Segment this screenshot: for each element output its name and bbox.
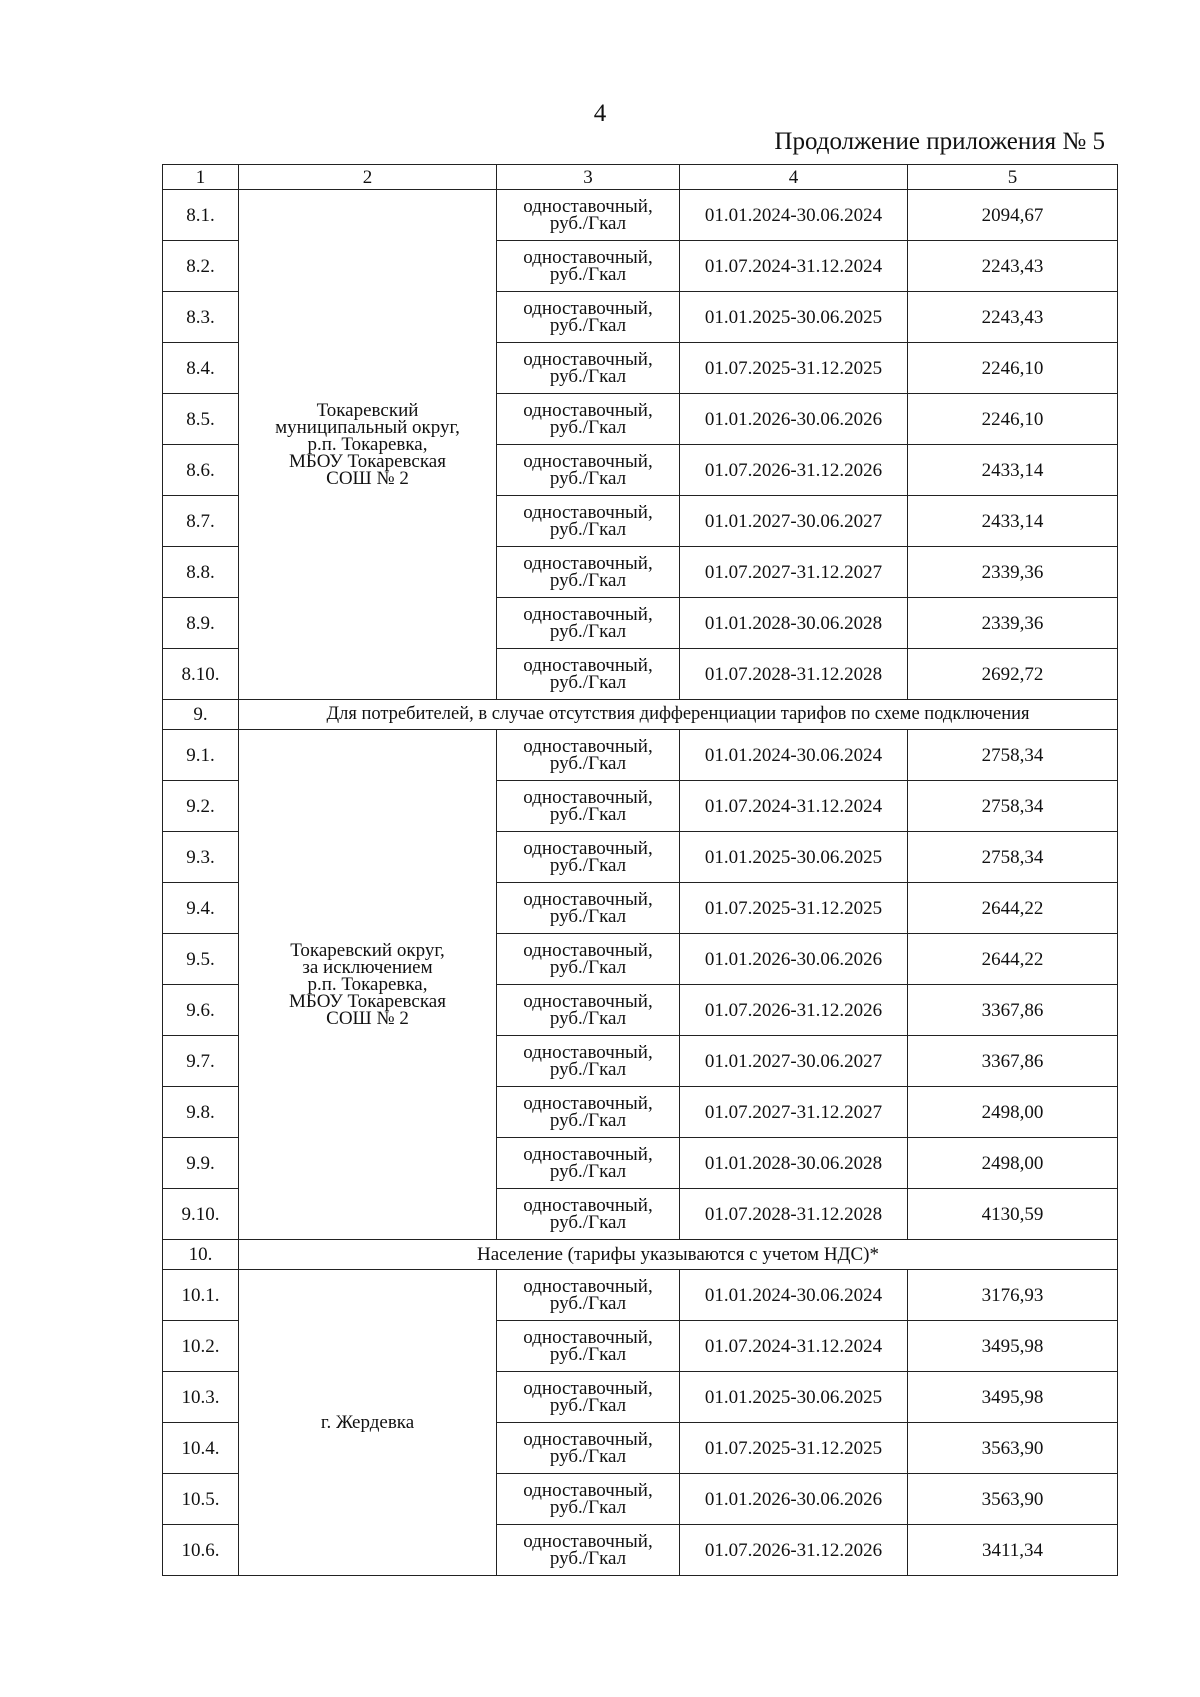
- tariff-value: 2758,34: [908, 730, 1118, 781]
- row-number: 9.1.: [163, 730, 239, 781]
- row-number: 8.10.: [163, 649, 239, 700]
- tariff-value: 2758,34: [908, 781, 1118, 832]
- tariff-type-line: руб./Гкал: [549, 672, 627, 693]
- tariff-period: 01.07.2024-31.12.2024: [680, 1321, 908, 1372]
- table-row: [163, 1270, 1118, 1321]
- tariff-type-line: руб./Гкал: [549, 264, 627, 285]
- tariff-value: 2339,36: [908, 598, 1118, 649]
- row-number: 10.5.: [163, 1474, 239, 1525]
- tariff-type: [497, 934, 680, 985]
- tariff-type-line: руб./Гкал: [549, 213, 627, 234]
- tariff-type: [497, 343, 680, 394]
- row-number: 9.10.: [163, 1189, 239, 1240]
- tariff-value: 4130,59: [908, 1189, 1118, 1240]
- tariff-period: 01.01.2024-30.06.2024: [680, 1270, 908, 1321]
- tariff-value: 3563,90: [908, 1474, 1118, 1525]
- row-number: 9.4.: [163, 883, 239, 934]
- tariff-value: 2243,43: [908, 241, 1118, 292]
- tariff-period: 01.07.2024-31.12.2024: [680, 781, 908, 832]
- row-number: 9.6.: [163, 985, 239, 1036]
- tariff-type-line: руб./Гкал: [549, 753, 627, 774]
- tariff-period: 01.07.2025-31.12.2025: [680, 883, 908, 934]
- tariff-type: [497, 1423, 680, 1474]
- tariff-value: 2644,22: [908, 883, 1118, 934]
- consumer-place-line: р.п. Токаревка,: [307, 434, 428, 455]
- consumer-place-line: МБОУ Токаревская: [289, 991, 446, 1012]
- tariff-period: 01.01.2027-30.06.2027: [680, 496, 908, 547]
- header-cell-5: 5: [908, 165, 1118, 190]
- tariff-type-line: одноставочный,: [523, 1378, 653, 1399]
- tariff-type-line: руб./Гкал: [549, 1497, 627, 1518]
- row-number: 10.3.: [163, 1372, 239, 1423]
- row-number: 10.6.: [163, 1525, 239, 1576]
- row-number: 8.5.: [163, 394, 239, 445]
- tariff-period: 01.01.2026-30.06.2026: [680, 394, 908, 445]
- tariff-type-line: руб./Гкал: [549, 1161, 627, 1182]
- tariff-value: 2246,10: [908, 394, 1118, 445]
- tariff-type-line: одноставочный,: [523, 553, 653, 574]
- tariff-type-line: руб./Гкал: [549, 1446, 627, 1467]
- tariff-type-line: руб./Гкал: [549, 906, 627, 927]
- tariff-period: 01.01.2026-30.06.2026: [680, 934, 908, 985]
- tariff-type: [497, 445, 680, 496]
- tariff-type-line: одноставочный,: [523, 247, 653, 268]
- tariff-type: [497, 598, 680, 649]
- row-number: 10.2.: [163, 1321, 239, 1372]
- tariff-value: 2692,72: [908, 649, 1118, 700]
- tariff-type: [497, 730, 680, 781]
- tariff-type-line: руб./Гкал: [549, 519, 627, 540]
- tariff-type-line: одноставочный,: [523, 838, 653, 859]
- tariff-period: 01.01.2024-30.06.2024: [680, 190, 908, 241]
- tariff-type: [497, 292, 680, 343]
- section-number: 9.: [163, 700, 239, 730]
- tariff-type-line: одноставочный,: [523, 400, 653, 421]
- table-header-row: [163, 165, 1118, 190]
- consumer-place-line: СОШ № 2: [326, 468, 409, 489]
- tariff-period: 01.01.2028-30.06.2028: [680, 1138, 908, 1189]
- tariff-value: 2243,43: [908, 292, 1118, 343]
- tariff-type: [497, 832, 680, 883]
- row-number: 8.3.: [163, 292, 239, 343]
- tariff-value: 2094,67: [908, 190, 1118, 241]
- row-number: 9.3.: [163, 832, 239, 883]
- tariff-period: 01.01.2025-30.06.2025: [680, 832, 908, 883]
- tariff-period: 01.07.2025-31.12.2025: [680, 343, 908, 394]
- section-row: [163, 700, 1118, 730]
- tariff-value: 3367,86: [908, 1036, 1118, 1087]
- tariff-period: 01.01.2025-30.06.2025: [680, 1372, 908, 1423]
- row-number: 10.4.: [163, 1423, 239, 1474]
- header-cell-3: 3: [497, 165, 680, 190]
- tariff-type-line: руб./Гкал: [549, 804, 627, 825]
- tariff-value: 2498,00: [908, 1087, 1118, 1138]
- tariff-type-line: одноставочный,: [523, 736, 653, 757]
- consumer-place: [239, 730, 497, 1240]
- tariff-value: 2498,00: [908, 1138, 1118, 1189]
- tariff-type-line: одноставочный,: [523, 940, 653, 961]
- consumer-place-line: СОШ № 2: [326, 1008, 409, 1029]
- tariff-type-line: одноставочный,: [523, 1195, 653, 1216]
- row-number: 8.2.: [163, 241, 239, 292]
- header-cell-1: 1: [163, 165, 239, 190]
- tariff-value: 3563,90: [908, 1423, 1118, 1474]
- tariff-period: 01.01.2027-30.06.2027: [680, 1036, 908, 1087]
- row-number: 8.1.: [163, 190, 239, 241]
- tariff-type-line: руб./Гкал: [549, 1110, 627, 1131]
- row-number: 8.7.: [163, 496, 239, 547]
- tariff-value: 2339,36: [908, 547, 1118, 598]
- tariff-type-line: одноставочный,: [523, 1327, 653, 1348]
- tariff-type-line: одноставочный,: [523, 349, 653, 370]
- tariff-value: 3411,34: [908, 1525, 1118, 1576]
- tariff-type-line: одноставочный,: [523, 787, 653, 808]
- section-label: Население (тарифы указываются с учетом НДС)*: [239, 1240, 1118, 1270]
- tariff-type: [497, 1372, 680, 1423]
- tariff-type-line: руб./Гкал: [549, 1059, 627, 1080]
- tariff-type-line: руб./Гкал: [549, 1293, 627, 1314]
- section-row: [163, 1240, 1118, 1270]
- appendix-title: Продолжение приложения № 5: [774, 128, 1105, 155]
- tariff-type-line: одноставочный,: [523, 1276, 653, 1297]
- tariff-type-line: руб./Гкал: [549, 1008, 627, 1029]
- tariff-value: 3495,98: [908, 1321, 1118, 1372]
- row-number: 8.9.: [163, 598, 239, 649]
- tariff-period: 01.07.2026-31.12.2026: [680, 985, 908, 1036]
- tariff-type: [497, 985, 680, 1036]
- row-number: 10.1.: [163, 1270, 239, 1321]
- tariff-type-line: одноставочный,: [523, 991, 653, 1012]
- consumer-place-line: Токаревский: [316, 400, 419, 421]
- consumer-place: [239, 190, 497, 700]
- tariff-type: [497, 649, 680, 700]
- tariff-type: [497, 1270, 680, 1321]
- tariff-type-line: одноставочный,: [523, 451, 653, 472]
- consumer-place-line: Токаревский округ,: [290, 940, 445, 961]
- tariff-value: 3176,93: [908, 1270, 1118, 1321]
- row-number: 9.8.: [163, 1087, 239, 1138]
- table-row: [163, 190, 1118, 241]
- tariff-period: 01.01.2028-30.06.2028: [680, 598, 908, 649]
- tariff-type: [497, 394, 680, 445]
- tariff-type-line: руб./Гкал: [549, 366, 627, 387]
- tariff-type-line: руб./Гкал: [549, 417, 627, 438]
- tariff-value: 2433,14: [908, 445, 1118, 496]
- tariff-type: [497, 1138, 680, 1189]
- row-number: 8.4.: [163, 343, 239, 394]
- tariff-value: 2433,14: [908, 496, 1118, 547]
- tariff-type-line: одноставочный,: [523, 1144, 653, 1165]
- tariff-period: 01.07.2027-31.12.2027: [680, 1087, 908, 1138]
- row-number: 9.2.: [163, 781, 239, 832]
- tariff-period: 01.07.2028-31.12.2028: [680, 649, 908, 700]
- section-label: Для потребителей, в случае отсутствия дифференциации тарифов по схеме подключения: [239, 700, 1118, 730]
- tariff-type-line: одноставочный,: [523, 298, 653, 319]
- page-number: 4: [593, 100, 607, 127]
- tariff-type-line: одноставочный,: [523, 889, 653, 910]
- tariff-type: [497, 496, 680, 547]
- tariff-type-line: руб./Гкал: [549, 570, 627, 591]
- consumer-place-line: г. Жердевка: [320, 1412, 415, 1433]
- row-number: 8.6.: [163, 445, 239, 496]
- header-cell-4: 4: [680, 165, 908, 190]
- row-number: 9.7.: [163, 1036, 239, 1087]
- tariff-period: 01.07.2028-31.12.2028: [680, 1189, 908, 1240]
- tariff-type-line: одноставочный,: [523, 1531, 653, 1552]
- table-row: [163, 730, 1118, 781]
- tariff-type: [497, 1087, 680, 1138]
- tariff-type-line: одноставочный,: [523, 1093, 653, 1114]
- tariff-type-line: руб./Гкал: [549, 468, 627, 489]
- tariff-type-line: одноставочный,: [523, 502, 653, 523]
- row-number: 9.9.: [163, 1138, 239, 1189]
- tariff-period: 01.07.2024-31.12.2024: [680, 241, 908, 292]
- tariff-type-line: руб./Гкал: [549, 1212, 627, 1233]
- tariff-period: 01.07.2026-31.12.2026: [680, 445, 908, 496]
- tariff-type: [497, 1036, 680, 1087]
- row-number: 9.5.: [163, 934, 239, 985]
- row-number: 8.8.: [163, 547, 239, 598]
- tariff-type-line: руб./Гкал: [549, 315, 627, 336]
- header-cell-2: 2: [239, 165, 497, 190]
- tariff-period: 01.01.2026-30.06.2026: [680, 1474, 908, 1525]
- tariff-table: [162, 164, 1118, 1576]
- tariff-type: [497, 1189, 680, 1240]
- tariff-type: [497, 190, 680, 241]
- tariff-type-line: одноставочный,: [523, 655, 653, 676]
- consumer-place-line: р.п. Токаревка,: [307, 974, 428, 995]
- consumer-place-line: муниципальный округ,: [275, 417, 460, 438]
- tariff-type-line: руб./Гкал: [549, 621, 627, 642]
- tariff-period: 01.01.2024-30.06.2024: [680, 730, 908, 781]
- tariff-type-line: одноставочный,: [523, 1480, 653, 1501]
- tariff-type: [497, 883, 680, 934]
- consumer-place: [239, 1270, 497, 1576]
- tariff-type-line: одноставочный,: [523, 1429, 653, 1450]
- tariff-period: 01.01.2025-30.06.2025: [680, 292, 908, 343]
- tariff-type-line: руб./Гкал: [549, 1548, 627, 1569]
- tariff-type-line: руб./Гкал: [549, 957, 627, 978]
- tariff-value: 2246,10: [908, 343, 1118, 394]
- tariff-table-body: [163, 165, 1118, 1576]
- tariff-value: 2644,22: [908, 934, 1118, 985]
- consumer-place-line: МБОУ Токаревская: [289, 451, 446, 472]
- tariff-period: 01.07.2027-31.12.2027: [680, 547, 908, 598]
- tariff-value: 3495,98: [908, 1372, 1118, 1423]
- tariff-type-line: одноставочный,: [523, 1042, 653, 1063]
- section-number: 10.: [163, 1240, 239, 1270]
- tariff-type-line: одноставочный,: [523, 604, 653, 625]
- tariff-period: 01.07.2026-31.12.2026: [680, 1525, 908, 1576]
- tariff-value: 2758,34: [908, 832, 1118, 883]
- tariff-type-line: одноставочный,: [523, 196, 653, 217]
- tariff-type: [497, 1321, 680, 1372]
- tariff-type-line: руб./Гкал: [549, 1344, 627, 1365]
- consumer-place-line: за исключением: [302, 957, 433, 978]
- tariff-type: [497, 1474, 680, 1525]
- tariff-type-line: руб./Гкал: [549, 855, 627, 876]
- tariff-value: 3367,86: [908, 985, 1118, 1036]
- tariff-period: 01.07.2025-31.12.2025: [680, 1423, 908, 1474]
- tariff-type: [497, 547, 680, 598]
- tariff-type: [497, 1525, 680, 1576]
- tariff-type: [497, 241, 680, 292]
- tariff-type: [497, 781, 680, 832]
- tariff-type-line: руб./Гкал: [549, 1395, 627, 1416]
